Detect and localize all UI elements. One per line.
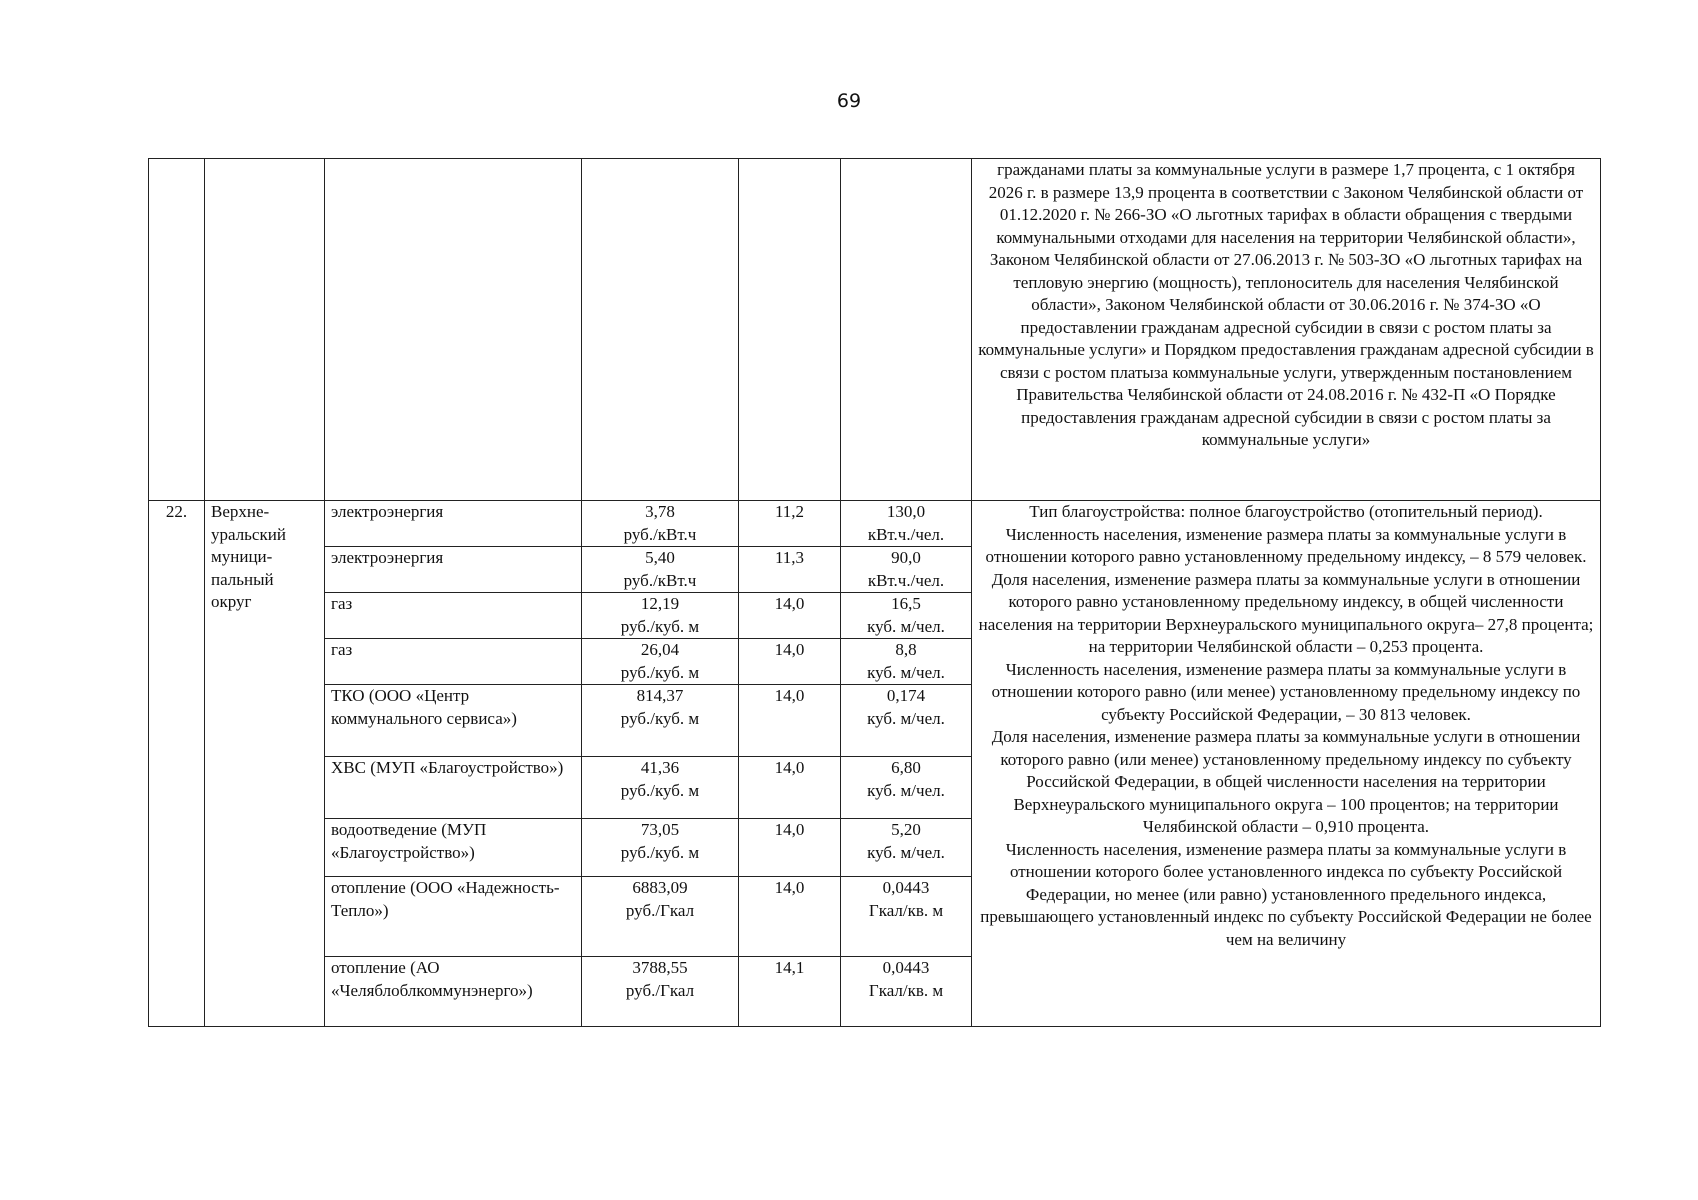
page-number: 69 [836,90,862,112]
service-name: ХВС (МУП «Благоустройство») [325,757,582,819]
service-name: отопление (ООО «Надежность-Тепло») [325,877,582,957]
norm-value: 8,8 куб. м/чел. [841,639,972,685]
service-name: ТКО (ООО «Центр коммунального сервиса») [325,685,582,757]
service-name: электроэнергия [325,547,582,593]
norm-value: 90,0 кВт.ч./чел. [841,547,972,593]
continuation-text: гражданами платы за коммунальные услуги в размере 1,7 процента, с 1 октября 2026 г. в размере 13,9 процента в соответствии с Законом Челябинской области от 01.12.2020 г. № 266-ЗО «О льготных тарифах в области обращения с твердыми коммунальными отходами для населения на территории Челябинской области», Законом Челябинской области от 27.06.2013 г. № 503-ЗО «О льготных тарифах на тепловую энергию (мощность), теплоноситель для населения Челябинской области», Законом Челябинской области от 30.06.2016 г. № 374-ЗО «О предоставлении гражданам адресной субсидии в связи с ростом платы за коммунальные услуги» и Порядком предоставления гражданам адресной субсидии в связи с ростом платыза коммунальные услуги, утвержденным постановлением Правительства Челябинской области от 24.08.2016 г. № 432-П «О Порядке предоставления гражданам адресной субсидии в связи с ростом платы за коммунальные услуги» [972,159,1601,501]
entry-description [972,501,1601,1027]
service-name: водоотведение (МУП «Благоустройство») [325,819,582,877]
description-paragraph: Численность населения, изменение размера платы за коммунальные услуги в отношении которого равно (или менее) установленному предельному индексу по субъекту Российской Федерации, – 30 813 человек. [991,659,1581,724]
index-value: 14,0 [739,877,841,957]
norm-value: 0,0443 Гкал/кв. м [841,877,972,957]
norm-value: 130,0 кВт.ч./чел. [841,501,972,547]
tariff-value: 12,19 руб./куб. м [582,593,739,639]
index-value: 11,3 [739,547,841,593]
tariff-value: 5,40 руб./кВт.ч [582,547,739,593]
tariff-value: 6883,09 руб./Гкал [582,877,739,957]
index-value: 14,0 [739,819,841,877]
norm-value: 0,0443 Гкал/кв. м [841,957,972,1027]
index-value: 11,2 [739,501,841,547]
entry-number: 22. [149,501,205,1027]
service-name: электроэнергия [325,501,582,547]
tariff-value: 3788,55 руб./Гкал [582,957,739,1027]
municipality-cell-empty [205,159,325,501]
norm-value: 0,174 куб. м/чел. [841,685,972,757]
service-name: отопление (АО «Челяблоблкоммунэнерго») [325,957,582,1027]
description-paragraph: Тип благоустройства: полное благоустройство (отопительный период). [1029,502,1543,521]
description-paragraph: Доля населения, изменение размера платы за коммунальные услуги в отношении которого равно (или менее) установленному предельному индексу по субъекту Российской Федерации, в общей численности населения на территории Верхнеуральского муниципального округа – 100 процентов; на территории Челябинской области – 0,910 процента. [991,727,1581,836]
tariff-cell-empty [582,159,739,501]
index-cell-empty [739,159,841,501]
tariff-value: 814,37 руб./куб. м [582,685,739,757]
description-paragraph: Доля населения, изменение размера платы за коммунальные услуги в отношении которого равно установленному предельному индексу, в общей численности населения на территории Верхнеуральского муниципального округа– 27,8 процента; на территории Челябинской области – 0,253 процента. [978,569,1594,656]
tariff-value: 3,78 руб./кВт.ч [582,501,739,547]
service-name: газ [325,593,582,639]
norm-value: 16,5 куб. м/чел. [841,593,972,639]
tariff-value: 26,04 руб./куб. м [582,639,739,685]
tariff-value: 41,36 руб./куб. м [582,757,739,819]
number-cell-empty [149,159,205,501]
service-name: газ [325,639,582,685]
continuation-row [149,159,1601,501]
index-value: 14,0 [739,685,841,757]
norm-value: 5,20 куб. м/чел. [841,819,972,877]
municipality-name: Верхне-уральский муници-пальный округ [205,501,325,1027]
tariff-value: 73,05 руб./куб. м [582,819,739,877]
index-value: 14,0 [739,757,841,819]
index-value: 14,0 [739,593,841,639]
description-paragraph: Численность населения, изменение размера платы за коммунальные услуги в отношении которого более установленного индекса по субъекту Российской Федерации, но менее (или равно) установленного предельного индекса, превышающего установленный индекс по субъекту Российской Федерации не более чем на величину [980,839,1592,949]
service-cell-empty [325,159,582,501]
norm-value: 6,80 куб. м/чел. [841,757,972,819]
description-paragraph: Численность населения, изменение размера платы за коммунальные услуги в отношении которого равно установленному предельному индексу, – 8 579 человек. [985,524,1587,566]
tariff-table [148,158,1601,1027]
index-value: 14,0 [739,639,841,685]
index-value: 14,1 [739,957,841,1027]
table-row [149,501,1601,547]
norm-cell-empty [841,159,972,501]
